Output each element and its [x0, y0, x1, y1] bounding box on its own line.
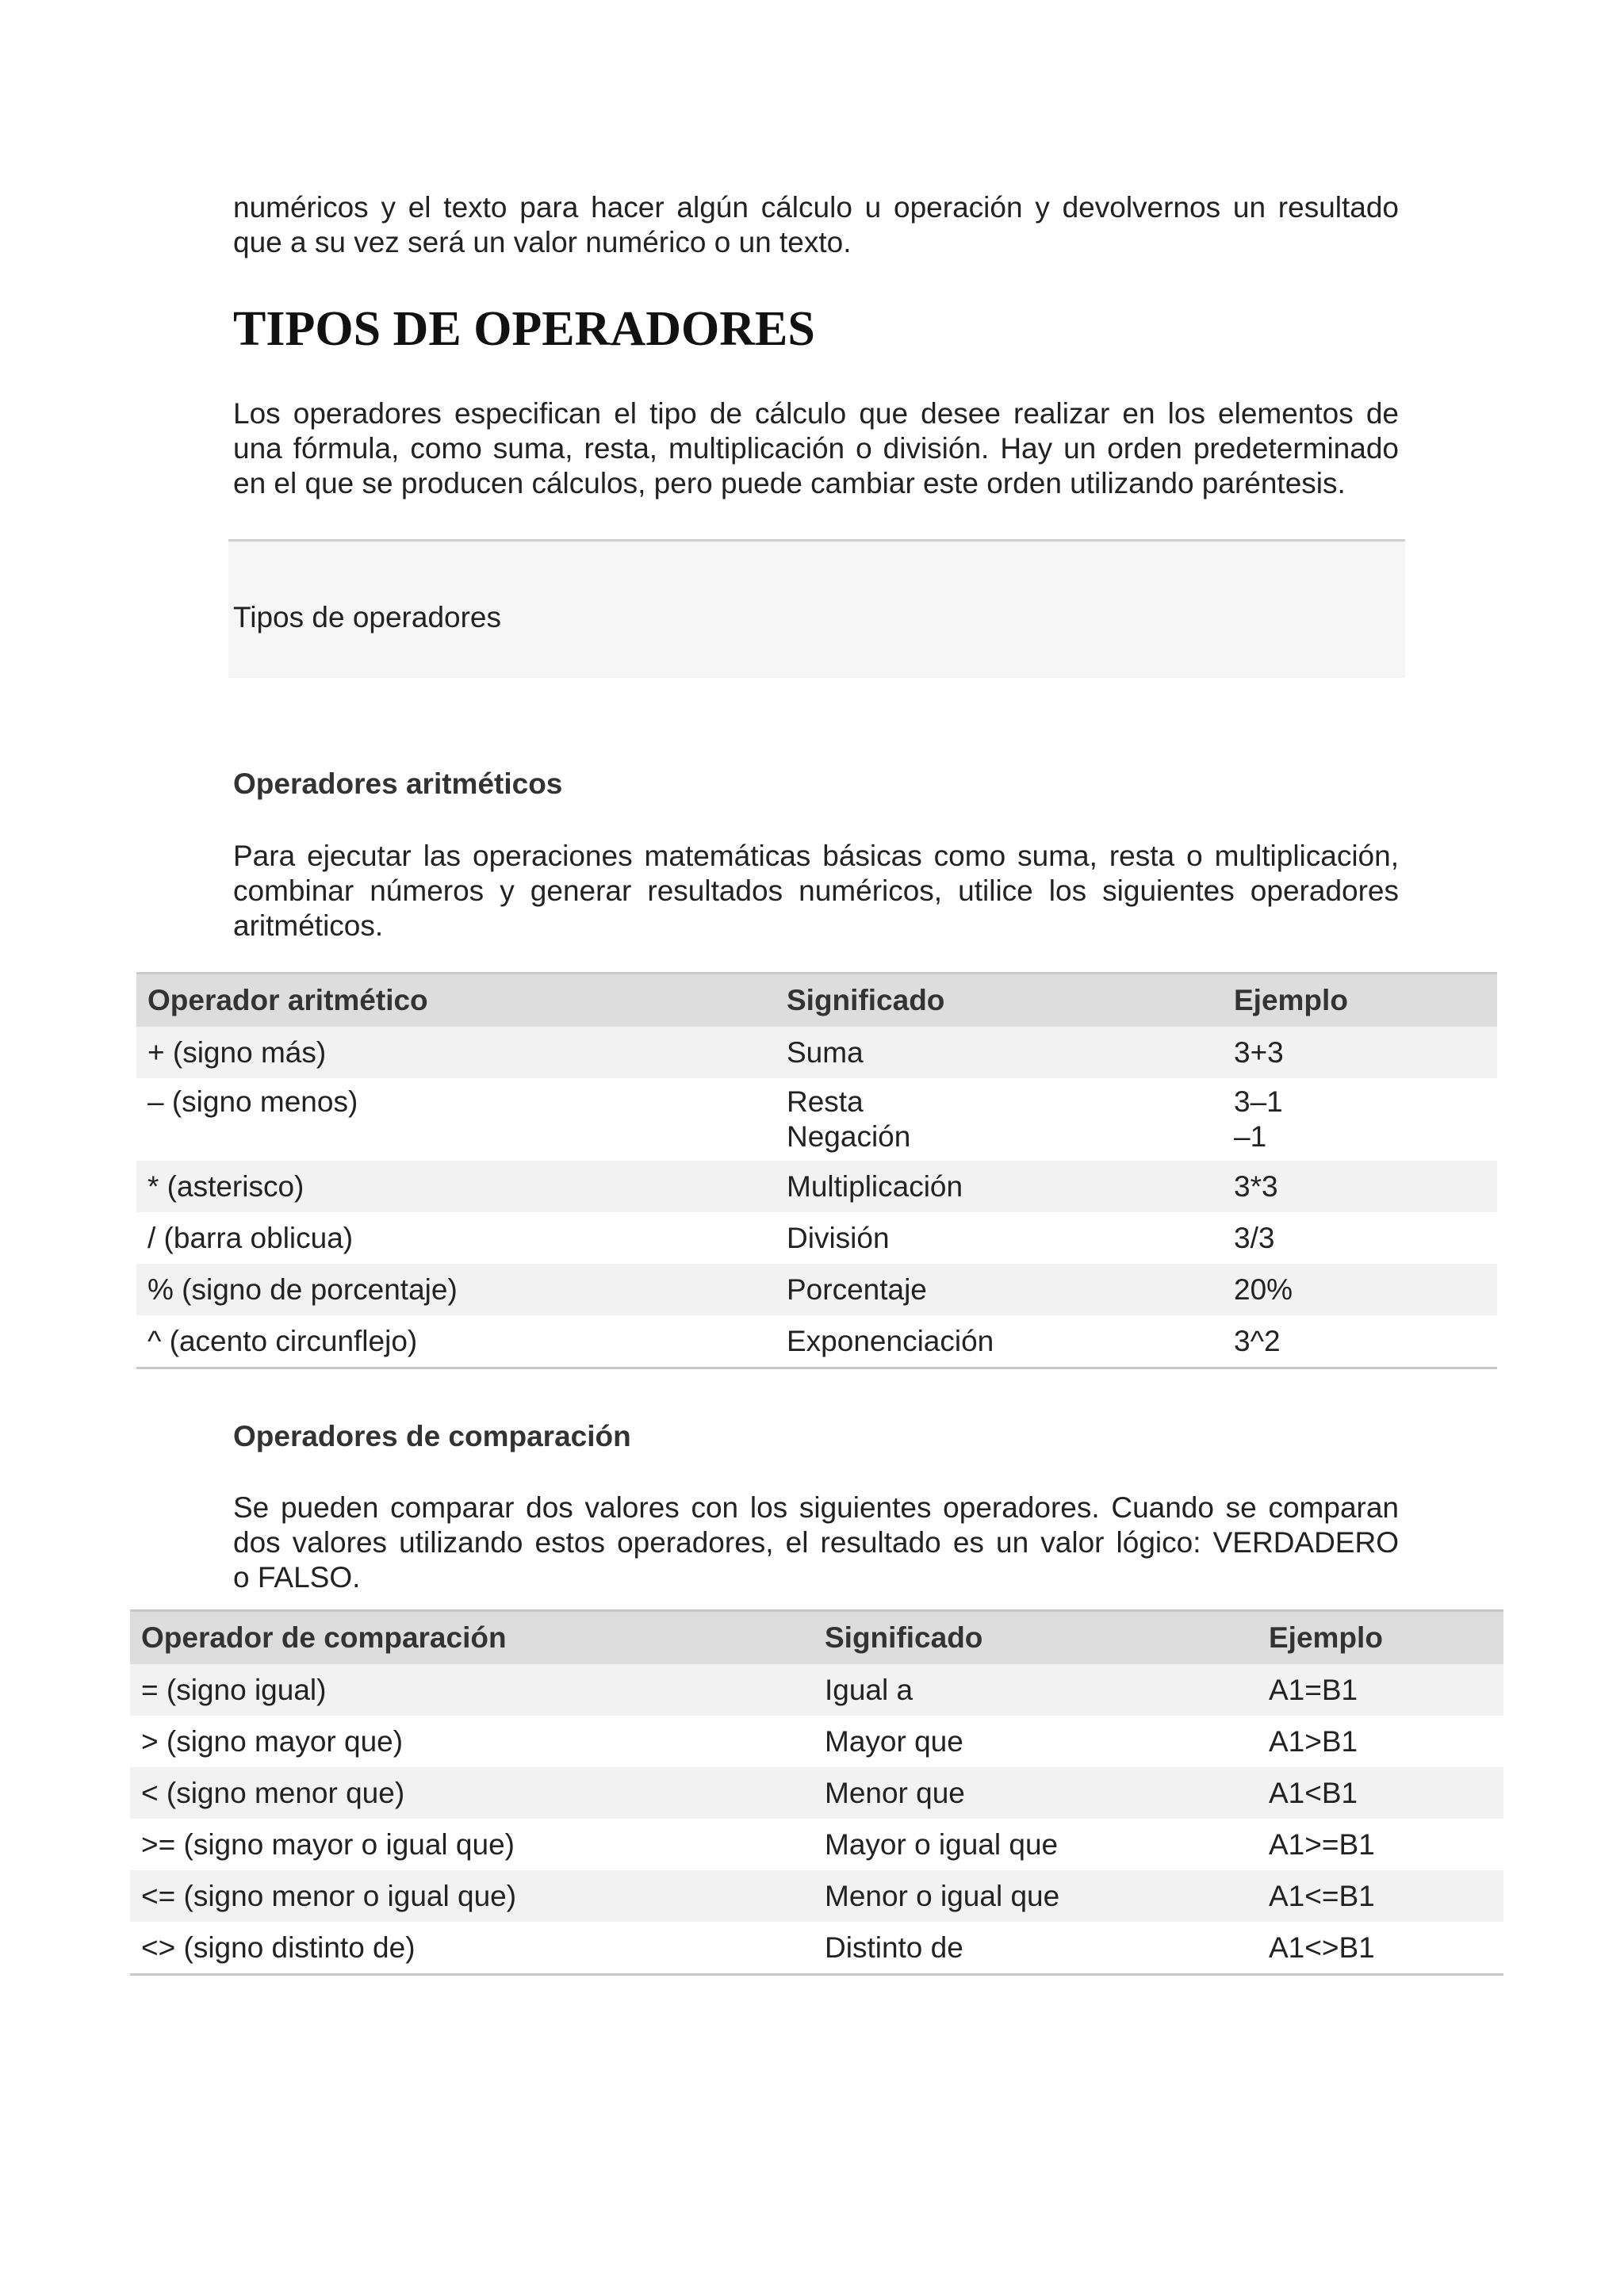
comp-header-operator: Operador de comparación: [130, 1611, 814, 1665]
arith-table: [136, 972, 1497, 1369]
comp-cell-operator: > (signo mayor que): [141, 1724, 404, 1758]
comp-para-line-3: o FALSO.: [233, 1561, 361, 1594]
comp-cell-operator: >= (signo mayor o igual que): [141, 1827, 515, 1861]
comp-cell-example: A1>B1: [1269, 1724, 1358, 1758]
comp-section-title: Operadores de comparación: [233, 1420, 631, 1452]
comp-cell-meaning: Igual a: [814, 1664, 1258, 1716]
comp-cell-example: A1=B1: [1258, 1664, 1503, 1716]
comp-para-line-2: dos valores utilizando estos operadores, el resultado es un valor lógico: VERDADERO: [233, 1526, 1399, 1559]
figure-caption: Tipos de operadores: [233, 601, 502, 633]
table-row: [130, 1767, 1503, 1819]
comp-cell-operator: <= (signo menor o igual que): [130, 1870, 814, 1922]
arith-section-title: Operadores aritméticos: [233, 767, 563, 800]
comp-header-meaning: Significado: [814, 1611, 1258, 1665]
comp-cell-meaning: Menor que: [814, 1767, 1258, 1819]
comp-header-example: Ejemplo: [1258, 1611, 1503, 1665]
arith-cell-meaning: Porcentaje: [776, 1264, 1223, 1315]
arith-cell-meaning: Multiplicación: [776, 1161, 1223, 1212]
intro-paragraph: [233, 190, 1399, 260]
page-heading: TIPOS DE OPERADORES: [233, 302, 815, 356]
table-row: [130, 1819, 1503, 1870]
arith-cell-example: [1223, 1078, 1497, 1161]
arith-cell-operator: [136, 1078, 776, 1161]
arith-header-operator: Operador aritmético: [136, 974, 776, 1027]
arith-table-header: [136, 974, 1497, 1027]
description-line-1: Los operadores especifican el tipo de cálculo que desee realizar en los elementos de: [233, 397, 1399, 430]
arith-cell-meaning: Suma: [776, 1027, 1223, 1078]
comp-para-line-1: Se pueden comparar dos valores con los siguientes operadores. Cuando se comparan: [233, 1491, 1399, 1524]
comp-cell-example: A1<B1: [1258, 1767, 1503, 1819]
comp-table-header: [130, 1611, 1503, 1665]
arith-cell-operator-text: – (signo menos): [147, 1085, 358, 1118]
table-row: [136, 1027, 1497, 1078]
table-row: [136, 1161, 1497, 1212]
arith-cell-example: 3+3: [1223, 1027, 1497, 1078]
comp-cell-operator: <> (signo distinto de): [130, 1922, 814, 1975]
comp-cell-meaning: Menor o igual que: [814, 1870, 1258, 1922]
comp-cell-example: A1>=B1: [1269, 1827, 1375, 1861]
table-row: [136, 1264, 1497, 1315]
arith-cell-meaning: Exponenciación: [776, 1315, 1223, 1368]
arith-cell-operator: + (signo más): [136, 1027, 776, 1078]
comp-cell-meaning: Distinto de: [814, 1922, 1258, 1975]
comp-cell-example: A1<>B1: [1258, 1922, 1503, 1975]
arith-cell-meaning: División: [787, 1221, 890, 1254]
figure-caption-box: [228, 539, 1405, 678]
description-paragraph: [233, 396, 1399, 501]
comp-cell-operator: < (signo menor que): [130, 1767, 814, 1819]
arith-cell-example: 3/3: [1234, 1221, 1275, 1254]
arith-cell-meaning-line-1: Resta: [787, 1085, 864, 1118]
arith-cell-example-line-1: 3–1: [1234, 1085, 1283, 1118]
arith-para-line-3: aritméticos.: [233, 909, 384, 942]
arith-header-meaning: Significado: [776, 974, 1223, 1027]
arith-cell-meaning: [776, 1078, 1223, 1161]
table-row: [130, 1716, 1503, 1767]
intro-line-2: que a su vez será un valor numérico o un texto.: [233, 226, 852, 258]
description-line-2: una fórmula, como suma, resta, multiplicación o división. Hay un orden predeterminado: [233, 432, 1399, 465]
table-row: [136, 1078, 1497, 1161]
arith-cell-operator: / (barra oblicua): [147, 1221, 354, 1254]
arith-cell-example: 3*3: [1223, 1161, 1497, 1212]
intro-line-1: numéricos y el texto para hacer algún cálculo u operación y devolvernos un resultado: [233, 191, 1399, 224]
arith-cell-example-line-2: –1: [1234, 1120, 1267, 1153]
table-row: [136, 1212, 1497, 1264]
arith-cell-example: 3^2: [1223, 1315, 1497, 1368]
comp-cell-operator: = (signo igual): [130, 1664, 814, 1716]
comp-cell-meaning: Mayor o igual que: [825, 1827, 1059, 1861]
comp-cell-meaning: Mayor que: [825, 1724, 963, 1758]
arith-cell-example: 20%: [1223, 1264, 1497, 1315]
arith-paragraph: [233, 839, 1399, 943]
comp-paragraph: [233, 1490, 1399, 1595]
arith-cell-operator: % (signo de porcentaje): [136, 1264, 776, 1315]
arith-para-line-1: Para ejecutar las operaciones matemáticas básicas como suma, resta o multiplicación,: [233, 840, 1399, 872]
arith-cell-operator: ^ (acento circunflejo): [136, 1315, 776, 1368]
arith-para-line-2: combinar números y generar resultados numéricos, utilice los siguientes operadores: [233, 874, 1399, 907]
table-row: [130, 1664, 1503, 1716]
description-line-3: en el que se producen cálculos, pero puede cambiar este orden utilizando paréntesis.: [233, 467, 1346, 499]
table-row: [130, 1870, 1503, 1922]
arith-cell-operator: * (asterisco): [136, 1161, 776, 1212]
comp-cell-example: A1<=B1: [1258, 1870, 1503, 1922]
table-row: [136, 1315, 1497, 1368]
arith-cell-meaning-line-2: Negación: [787, 1120, 911, 1153]
table-row: [130, 1922, 1503, 1975]
comp-table: [130, 1609, 1503, 1976]
arith-header-example: Ejemplo: [1223, 974, 1497, 1027]
